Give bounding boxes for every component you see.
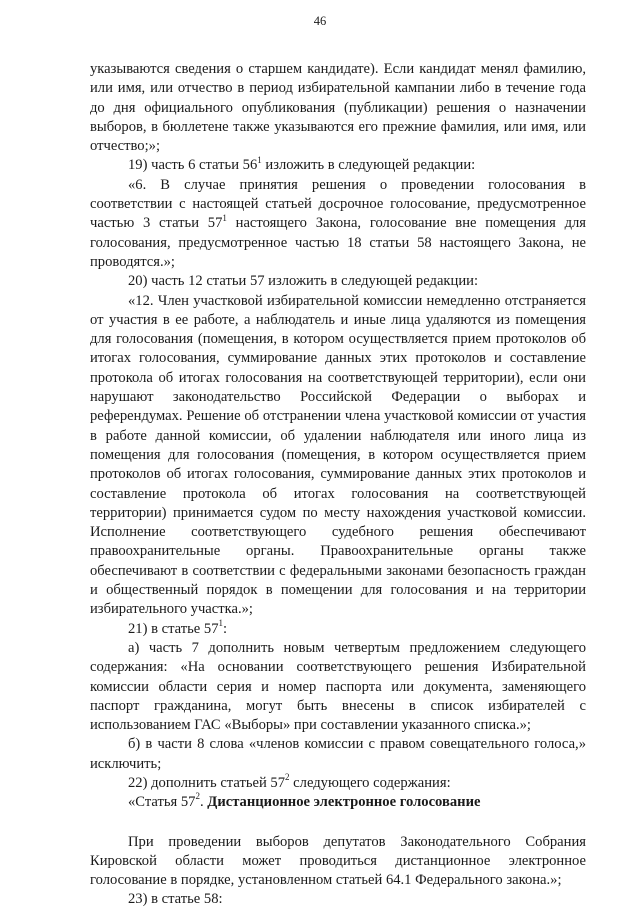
part-6-superscript: 1 [222, 212, 227, 223]
article-heading-superscript: 2 [195, 791, 200, 802]
item-22-text: 22) дополнить статьей 57 [128, 774, 286, 791]
item-21-text: 21) в статье 57 [128, 620, 219, 637]
item-19-text-end: изложить в следующей редакции: [261, 157, 476, 174]
paragraph-item-22 [90, 774, 586, 793]
paragraph-item-20: 20) часть 12 статьи 57 изложить в следующей редакции: [128, 273, 478, 290]
item-22-text-end: следующего содержания: [289, 774, 451, 791]
part-6-text: «6. В случае принятия решения о проведении голосования в соответствии с настоящей статьей досрочное голосование, предусмотренное частью 3 статьи 57 [90, 176, 586, 232]
item-21-text-end: : [223, 620, 228, 637]
paragraph-part-12: «12. Член участковой избирательной комиссии немедленно отстраняется от участия в ее работе, а наблюдатель и иные лица удаляются из помещения для голосования (помещения, в котором осуществляется прием протоколов об итогах голосования, суммирование данных этих протоколов и составление протокола об итогах голосования на соответствующей территории), если они нарушают законодательство Российской Федерации о выборах и референдумах. Решение об отстранении члена участковой комиссии от участия в работе данной комиссии, об удалении наблюдателя или иного лица из помещения для голосования (помещения, в котором осуществляется прием протоколов об итогах голосования, суммирование данных этих протоколов и составление протокола об итогах голосования на соответствующей территории) принимается судом по месту нахождения участковой комиссии. Исполнение соответствующего судебного решения обеспечивают правоохранительные органы. Правоохранительные органы также обеспечивают в соответствии с федеральными законами безопасность граждан и общественный порядок в помещении для голосования и на территории избирательного участка.»; [90, 292, 586, 618]
item-21-superscript: 1 [218, 617, 224, 628]
document-body [90, 60, 586, 910]
paragraph-item-19 [90, 156, 586, 175]
paragraph-item-21 [90, 617, 586, 639]
paragraph-part-6 [90, 176, 586, 272]
item-19-text: 19) часть 6 статьи 56 [128, 157, 258, 174]
paragraph-subitem-a: а) часть 7 дополнить новым четвертым предложением следующего содержания: «На основании соответствующего решения Избирательной комиссии области серия и номер паспорта или документа, заменяющего паспорт гражданина, могут быть внесены в список избирателей с использованием ГАС «Выборы» при составлении указанного списка.»; [90, 639, 586, 734]
item-22-superscript: 2 [285, 772, 290, 783]
page-number: 46 [313, 14, 327, 28]
paragraph-candidate-info: указываются сведения о старшем кандидате). Если кандидат менял фамилию, или имя, или отчество в период избирательной кампании либо в течение года до дня официального опубликования (публикации) решения о назначении выборов, в бюллетене также указываются его прежние фамилия, или имя, или отчество;»; [90, 61, 586, 155]
article-heading [90, 793, 586, 812]
article-heading-dot: . [199, 794, 208, 811]
article-heading-prefix: «Статья 57 [128, 794, 196, 811]
paragraph-subitem-b: б) в части 8 слова «членов комиссии с правом совещательного голоса,» исключить; [90, 736, 586, 772]
part-6-text-end: настоящего Закона, голосование вне помещения для голосования, предусмотренное частью 18 статьи 58 настоящего Закона, не проводятся.»; [90, 215, 587, 270]
paragraph-electronic-voting: При проведении выборов депутатов Законодательного Собрания Кировской области может проводиться дистанционное электронное голосование в порядке, установленном статьей 64.1 Федерального закона.»; [90, 833, 586, 889]
item-19-superscript: 1 [257, 154, 262, 165]
article-heading-title: Дистанционное электронное голосование [207, 794, 481, 811]
paragraph-item-23: 23) в статье 58: [128, 891, 223, 908]
